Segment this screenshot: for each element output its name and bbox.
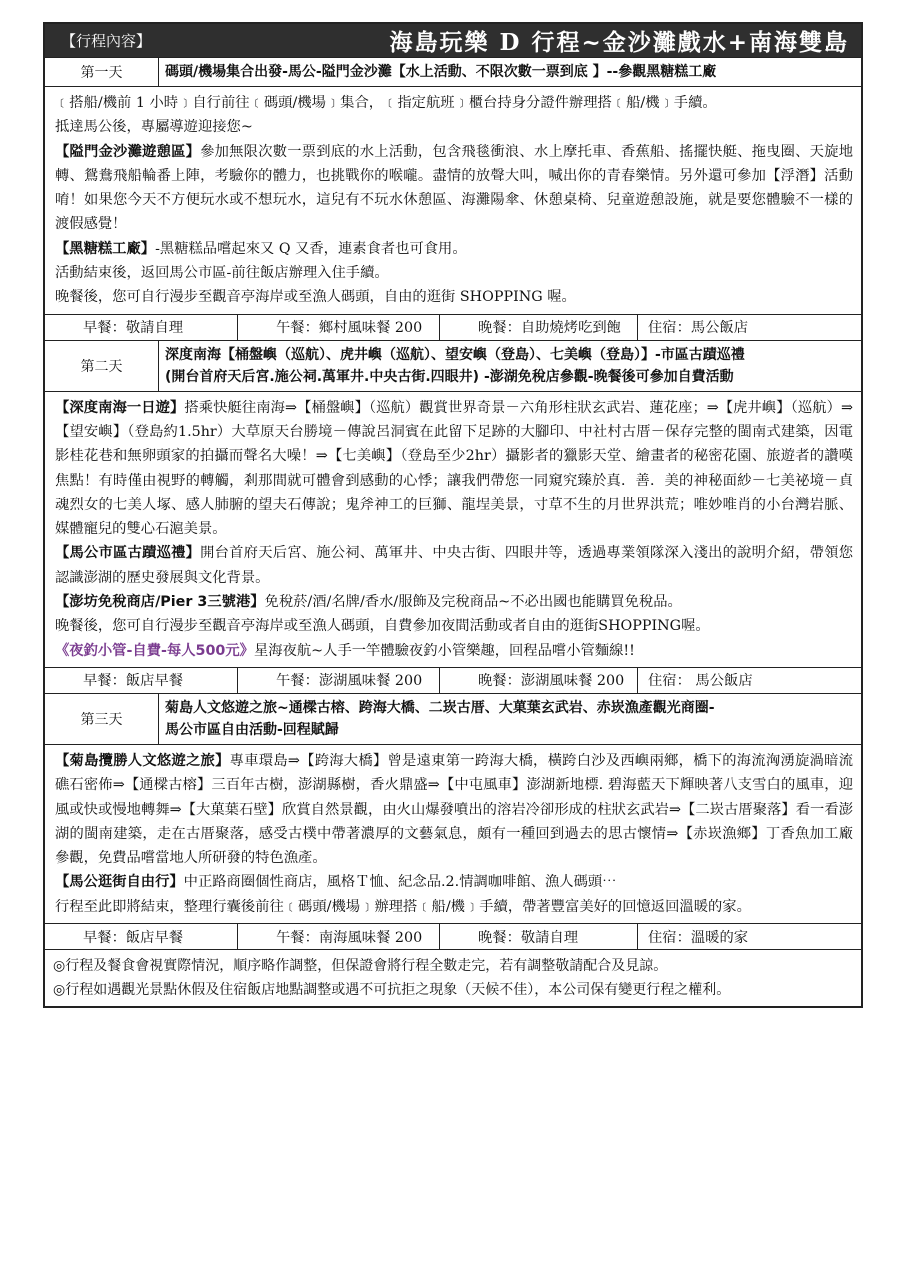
- paragraph-text: 晚餐後，您可自行漫步至觀音亭海岸或至漁人碼頭，自由的逛街 SHOPPING 喔。: [55, 289, 576, 306]
- lunch-cell: 午餐：鄉村風味餐 200: [238, 315, 440, 340]
- route-line: 菊島人文悠遊之旅~通樑古榕、跨海大橋、二崁古厝、大菓葉玄武岩、赤崁漁產觀光商圈-: [165, 699, 715, 716]
- day-route: [159, 694, 861, 744]
- day-label: 第一天: [45, 58, 159, 86]
- day-description: [45, 87, 861, 315]
- page-title: 海島玩樂 D 行程~金沙灘戲水+南海雙島: [389, 29, 849, 56]
- paragraph-text: 開台首府天后宮、施公祠、萬軍井、中央古街、四眼井等，透過專業領隊深入淺出的說明介紹，帶領您認識澎湖的歷史發展與文化背景。: [55, 545, 854, 586]
- description-paragraph: [55, 261, 853, 285]
- attraction-keyword: 【馬公市區古蹟巡禮】: [55, 545, 201, 562]
- paragraph-text: -黑糖糕品嚐起來又 Q 又香，連素食者也可食用。: [155, 240, 467, 257]
- breakfast-cell: 早餐：敬請自理: [45, 315, 238, 340]
- day-header: [45, 694, 861, 745]
- attraction-keyword: 《夜釣小管-自費-每人500元》: [55, 642, 254, 659]
- attraction-keyword: 【馬公逛街自由行】: [55, 874, 184, 891]
- description-paragraph: [55, 285, 853, 309]
- itinerary-table: [43, 22, 863, 1008]
- paragraph-text: 行程至此即將結束，整理行囊後前往﹝碼頭/機場﹞辦理搭﹝船/機﹞手續，帶著豐富美好的回憶返回溫暖的家。: [55, 898, 751, 915]
- section-tag: 【行程內容】: [61, 32, 152, 50]
- notes-section: [45, 950, 861, 1006]
- description-paragraph: [55, 140, 853, 237]
- attraction-keyword: 【澎坊免稅商店/Pier 3三號港】: [55, 594, 265, 611]
- attraction-keyword: 【深度南海一日遊】: [55, 399, 185, 416]
- route-line: 馬公市區自由活動-回程賦歸: [165, 721, 339, 738]
- day-route: [159, 341, 861, 391]
- description-paragraph: [55, 237, 853, 261]
- dinner-cell: 晚餐：澎湖風味餐 200: [440, 668, 638, 693]
- lodging-cell: 住宿：溫暖的家: [648, 929, 749, 946]
- day-description: [45, 745, 861, 924]
- paragraph-text: 晚餐後，您可自行漫步至觀音亭海岸或至漁人碼頭，自費參加夜間活動或者自由的逛街SHOPPING喔。: [55, 618, 710, 635]
- attraction-keyword: 【黑糖糕工廠】: [55, 240, 156, 257]
- paragraph-text: 參加無限次數一票到底的水上活動，包含飛毯衝浪、水上摩托車、香蕉船、搖擺快艇、拖曳圈、天旋地轉、鴛鴦飛船輪番上陣，考驗你的體力，也挑戰你的喉嚨。盡情的放聲大叫，喊出你的青春樂情。另外還可參加【浮潛】活動唷！如果您今天不方便玩水或不想玩水，這兒有不玩水休憩區、海灘陽傘、休憩桌椅、兒童遊憩設施，就是要您體驗不一樣的渡假感覺！: [55, 143, 854, 233]
- description-paragraph: [55, 115, 853, 139]
- day-description: [45, 392, 861, 668]
- description-paragraph: [55, 895, 853, 919]
- note-line: ◎行程如遇觀光景點休假及住宿飯店地點調整或遇不可抗拒之現象（天候不佳），本公司保有變更行程之權利。: [53, 982, 731, 999]
- description-paragraph: [55, 639, 853, 663]
- paragraph-text: 星海夜航~人手一竿體驗夜釣小管樂趣，回程品嚐小管麵線!!: [253, 642, 635, 659]
- day-label: 第二天: [45, 341, 159, 391]
- note-line: ◎行程及餐食會視實際情況，順序略作調整，但保證會將行程全數走完，若有調整敬請配合及見諒。: [53, 958, 668, 975]
- paragraph-text: 抵達馬公後，專屬導遊迎接您~: [55, 119, 253, 136]
- description-paragraph: [55, 91, 853, 115]
- paragraph-text: 免稅菸/酒/名牌/香水/服飾及完稅商品~不必出國也能購買免稅品。: [264, 594, 682, 611]
- meals-row: [45, 668, 861, 694]
- description-paragraph: [55, 541, 853, 590]
- paragraph-text: 活動結束後，返回馬公市區-前往飯店辦理入住手續。: [55, 265, 389, 282]
- route-line: 深度南海【桶盤嶼（巡航）、虎井嶼（巡航）、望安嶼（登島）、七美嶼（登島）】-市區古蹟巡禮: [165, 346, 745, 363]
- paragraph-text: 搭乘快艇往南海⇒【桶盤嶼】（巡航）觀賞世界奇景－六角形柱狀玄武岩、蓮花座；⇒【虎井嶼】（巡航）⇒【望安嶼】（登島約1.5hr）大草原天台勝境－傳說呂洞賓在此留下足跡的大腳印、中社村古厝－保存完整的閩南式建築，因電影桂花巷和無卵頭家的拍攝而聲名大噪！⇒【七美嶼】（登島至少2hr）攝影者的獵影天堂、繪畫者的秘密花園、旅遊者的讚嘆焦點！有時僅由視野的轉觸，剎那間就可體會到感動的心悸；讓我們帶您一同窺究臻於真．善．美的神秘面紗－七美祕境－貞魂烈女的七美人塚、感人肺腑的望夫石傳說；鬼斧神工的巨獅、龍埕美景，寸草不生的月世界洪荒；唯妙唯肖的小台灣岩脈、媒體寵兒的雙心石滬美景。: [55, 399, 854, 538]
- paragraph-text: 中正路商圈個性商店，風格Ｔ恤、紀念品.2.情調咖啡館、漁人碼頭⋯: [183, 874, 617, 891]
- day-label: 第三天: [45, 694, 159, 744]
- description-paragraph: [55, 396, 853, 542]
- lodging-cell: 住宿：馬公飯店: [648, 320, 749, 337]
- lodging-cell: 住宿： 馬公飯店: [648, 673, 753, 690]
- description-paragraph: [55, 749, 853, 870]
- breakfast-cell: 早餐：飯店早餐: [45, 924, 238, 949]
- day-header: [45, 341, 861, 392]
- day-header: [45, 58, 861, 87]
- paragraph-text: ﹝搭船/機前 1 小時﹞自行前往﹝碼頭/機場﹞集合，﹝指定航班﹞櫃台持身分證件辦理搭﹝船/機﹞手續。: [55, 95, 717, 111]
- meals-row: [45, 924, 861, 950]
- day-route: [159, 58, 861, 86]
- route-line: (開台首府天后宮.施公祠.萬軍井.中央古街.四眼井) -澎湖免稅店參觀-晚餐後可參加自費活動: [165, 368, 734, 385]
- attraction-keyword: 【隘門金沙灘遊憩區】: [55, 143, 201, 160]
- description-paragraph: [55, 870, 853, 894]
- attraction-keyword: 【菊島攬勝人文悠遊之旅】: [55, 752, 230, 769]
- paragraph-text: 專車環島⇒【跨海大橋】曾是遠東第一跨海大橋，橫跨白沙及西嶼兩鄉，橋下的海流洶湧旋渦暗流礁石密佈⇒【通樑古榕】三百年古樹，澎湖縣樹，香火鼎盛⇒【中屯風車】澎湖新地標. 碧海藍天下輝映著八支雪白的風車，迎風或快或慢地轉舞⇒【大菓葉石壁】欣賞自然景觀，由火山爆發噴出的溶岩冷卻形成的柱狀玄武岩⇒【二崁古厝聚落】看一看澎湖的閩南建築，走在古厝聚落，感受古樸中帶著濃厚的文藝氣息，頗有一種回到過去的思古懷情⇒【赤崁漁鄉】丁香魚加工廠參觀，免費品嚐當地人所研發的特色漁產。: [55, 752, 853, 867]
- route-line: 碼頭/機場集合出發-馬公-隘門金沙灘【水上活動、不限次數一票到底 】--參觀黑糖糕工廠: [165, 64, 717, 80]
- lunch-cell: 午餐：澎湖風味餐 200: [238, 668, 440, 693]
- breakfast-cell: 早餐：飯店早餐: [45, 668, 238, 693]
- description-paragraph: [55, 590, 853, 614]
- itinerary-header: [45, 24, 861, 58]
- dinner-cell: 晚餐：自助燒烤吃到飽: [440, 315, 638, 340]
- description-paragraph: [55, 614, 853, 638]
- meals-row: [45, 315, 861, 341]
- dinner-cell: 晚餐：敬請自理: [440, 924, 638, 949]
- lunch-cell: 午餐：南海風味餐 200: [238, 924, 440, 949]
